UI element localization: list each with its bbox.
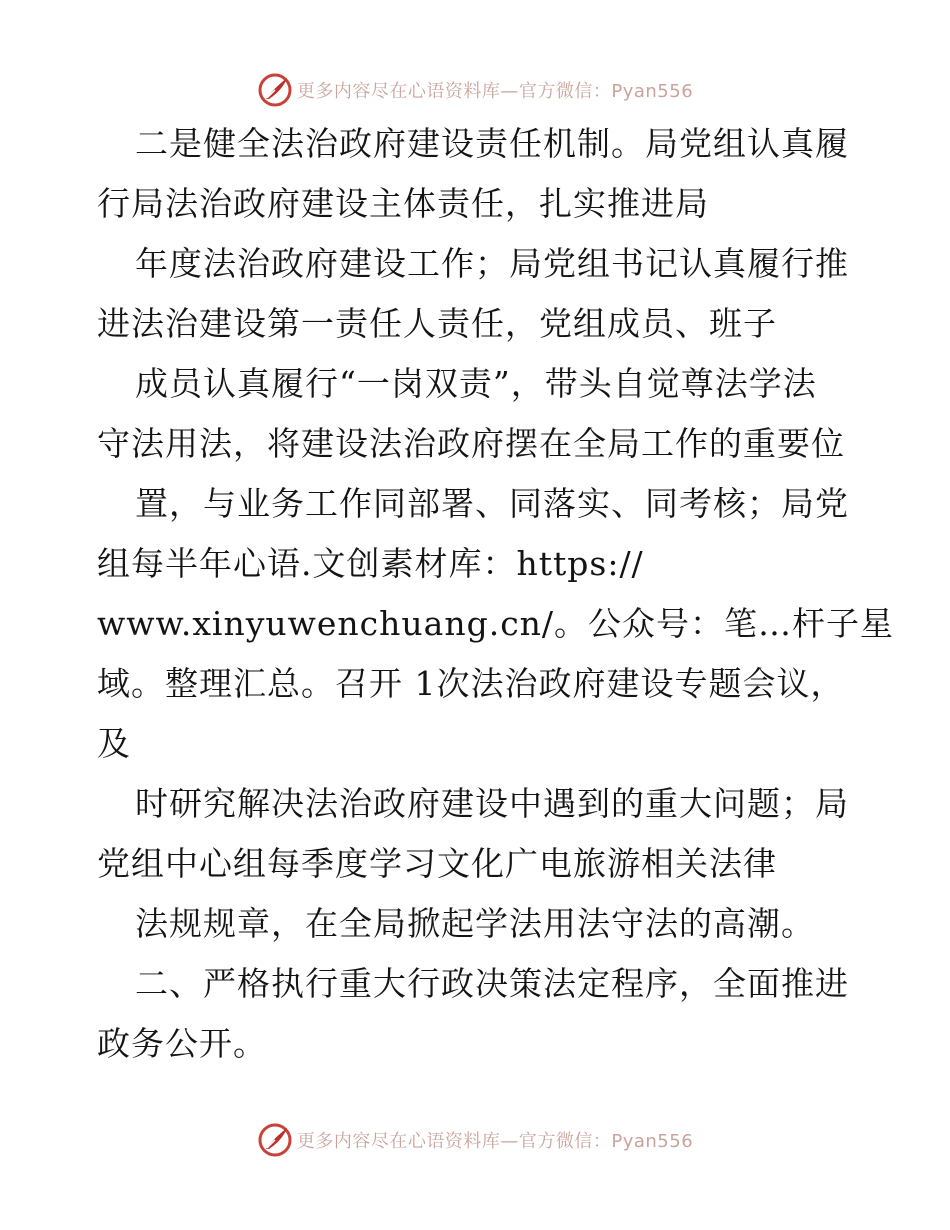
- text-line: 年度法治政府建设工作；局党组书记认真履行推: [135, 244, 849, 283]
- text-line: 成员认真履行“一岗双责”，带头自觉尊法学法: [135, 364, 817, 403]
- text-line: 置，与业务工作同部署、同落实、同考核；局党: [135, 484, 849, 523]
- text-line: 政务公开。: [97, 1024, 267, 1063]
- text-line: 域。整理汇总。召开 1次法治政府建设专题会议，: [97, 664, 845, 703]
- text-line: 进法治建设第一责任人责任，党组成员、班子: [97, 304, 777, 343]
- quill-pen-circle-icon: [257, 1122, 293, 1158]
- text-line: 法规规章，在全局掀起学法用法守法的高潮。: [135, 904, 815, 943]
- text-line: 及: [97, 724, 131, 763]
- watermark-text: 更多内容尽在心语资料库—官方微信：Pyan556: [296, 1131, 694, 1152]
- text-line: 守法用法，将建设法治政府摆在全局工作的重要位: [97, 424, 845, 463]
- text-line: 组每半年心语.文创素材库：https://: [97, 544, 644, 583]
- text-line: 二、严格执行重大行政决策法定程序，全面推进: [135, 964, 849, 1003]
- watermark-text: 更多内容尽在心语资料库—官方微信：Pyan556: [296, 81, 694, 102]
- text-line: www.xinyuwenchuang.cn/。公众号：笔…杆子星: [97, 604, 895, 643]
- text-line: 行局法治政府建设主体责任，扎实推进局: [97, 184, 709, 223]
- text-line: 二是健全法治政府建设责任机制。局党组认真履: [135, 124, 849, 163]
- footer-watermark-banner: [0, 1120, 950, 1160]
- text-line: 时研究解决法治政府建设中遇到的重大问题；局: [135, 784, 849, 823]
- header-watermark-banner: [0, 70, 950, 110]
- text-line: 党组中心组每季度学习文化广电旅游相关法律: [97, 844, 777, 883]
- quill-pen-circle-icon: [257, 72, 293, 108]
